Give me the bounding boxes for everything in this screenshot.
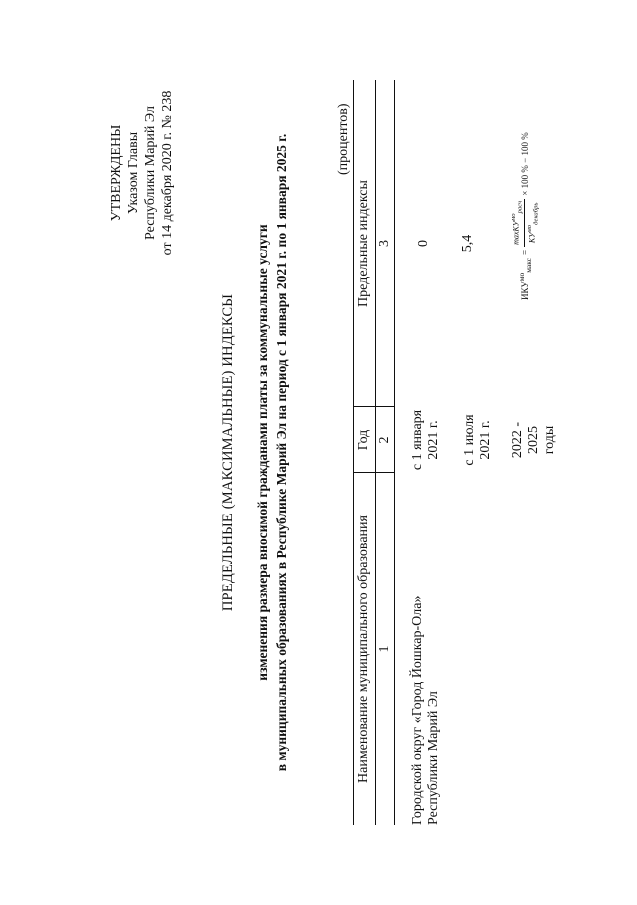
document-subtitle-2: в муниципальных образованиях в Республике Марий Эл на период с 1 января 2021 г. по 1 января 2025 г.	[274, 133, 289, 772]
table-header-divider	[375, 80, 376, 825]
formula-denominator-sub: декабрь	[532, 202, 540, 225]
header-indices: Предельные индексы	[356, 180, 371, 307]
year-cell-1-line-2: 2021 г.	[426, 420, 441, 460]
index-cell-1: 0	[416, 240, 431, 247]
header-year: Год	[356, 429, 371, 451]
year-cell-2-line-1: с 1 июля	[462, 414, 477, 466]
year-cell-2	[462, 407, 494, 473]
column-number-1: 1	[377, 645, 392, 653]
approval-line-1: УТВЕРЖДЕНЫ	[109, 124, 124, 222]
formula-denominator-sup: мо	[526, 224, 534, 233]
approval-line-2: Указом Главы	[126, 131, 141, 215]
approval-line-3: Республики Марий Эл	[143, 106, 158, 240]
formula-lhs-sub: макс	[523, 257, 533, 273]
year-cell-3	[510, 407, 558, 473]
index-formula	[510, 70, 540, 300]
formula-denominator	[525, 201, 539, 246]
formula-numerator-sup: мо	[510, 213, 517, 221]
document-title: ПРЕДЕЛЬНЫЕ (МАКСИМАЛЬНЫЕ) ИНДЕКСЫ	[220, 293, 236, 612]
formula-numerator-text: maxКУ	[511, 220, 521, 245]
formula-numerator-sub: расч	[516, 200, 524, 214]
year-cell-1-line-1: с 1 января	[410, 409, 425, 471]
formula-fraction	[510, 199, 540, 247]
formula-lhs	[517, 258, 533, 300]
approval-stamp	[108, 53, 176, 293]
index-cell-2: 5,4	[460, 234, 475, 253]
table-top-border	[353, 80, 354, 825]
year-cell-2-line-2: 2021 г.	[478, 420, 493, 460]
formula-denominator-text: КУ	[527, 232, 537, 244]
formula-lhs-text: ИКУ	[519, 281, 530, 300]
year-cell-3-line-2: годы	[542, 425, 557, 455]
year-cell-1	[410, 407, 442, 473]
formula-equals: =	[519, 249, 530, 255]
municipality-line-1: Городской округ «Город Йошкар-Ола»	[410, 595, 425, 825]
table-number-divider	[394, 80, 395, 825]
formula-numerator	[510, 199, 525, 247]
header-municipality: Наименование муниципального образования	[356, 515, 371, 783]
municipality-line-2: Республики Марий Эл	[426, 691, 441, 825]
year-cell-3-line-1: 2022 - 2025	[510, 421, 541, 459]
approval-line-4: от 14 декабря 2020 г. № 238	[160, 90, 175, 256]
formula-tail: × 100 % − 100 %	[519, 132, 530, 196]
municipality-name	[410, 475, 442, 825]
document-subtitle-1: изменения размера вносимой гражданами платы за коммунальные услуги	[255, 224, 270, 681]
units-label: (процентов)	[336, 103, 351, 175]
formula-lhs-sup: мо	[516, 272, 526, 282]
column-number-3: 3	[377, 240, 392, 247]
column-number-2: 2	[377, 436, 392, 444]
